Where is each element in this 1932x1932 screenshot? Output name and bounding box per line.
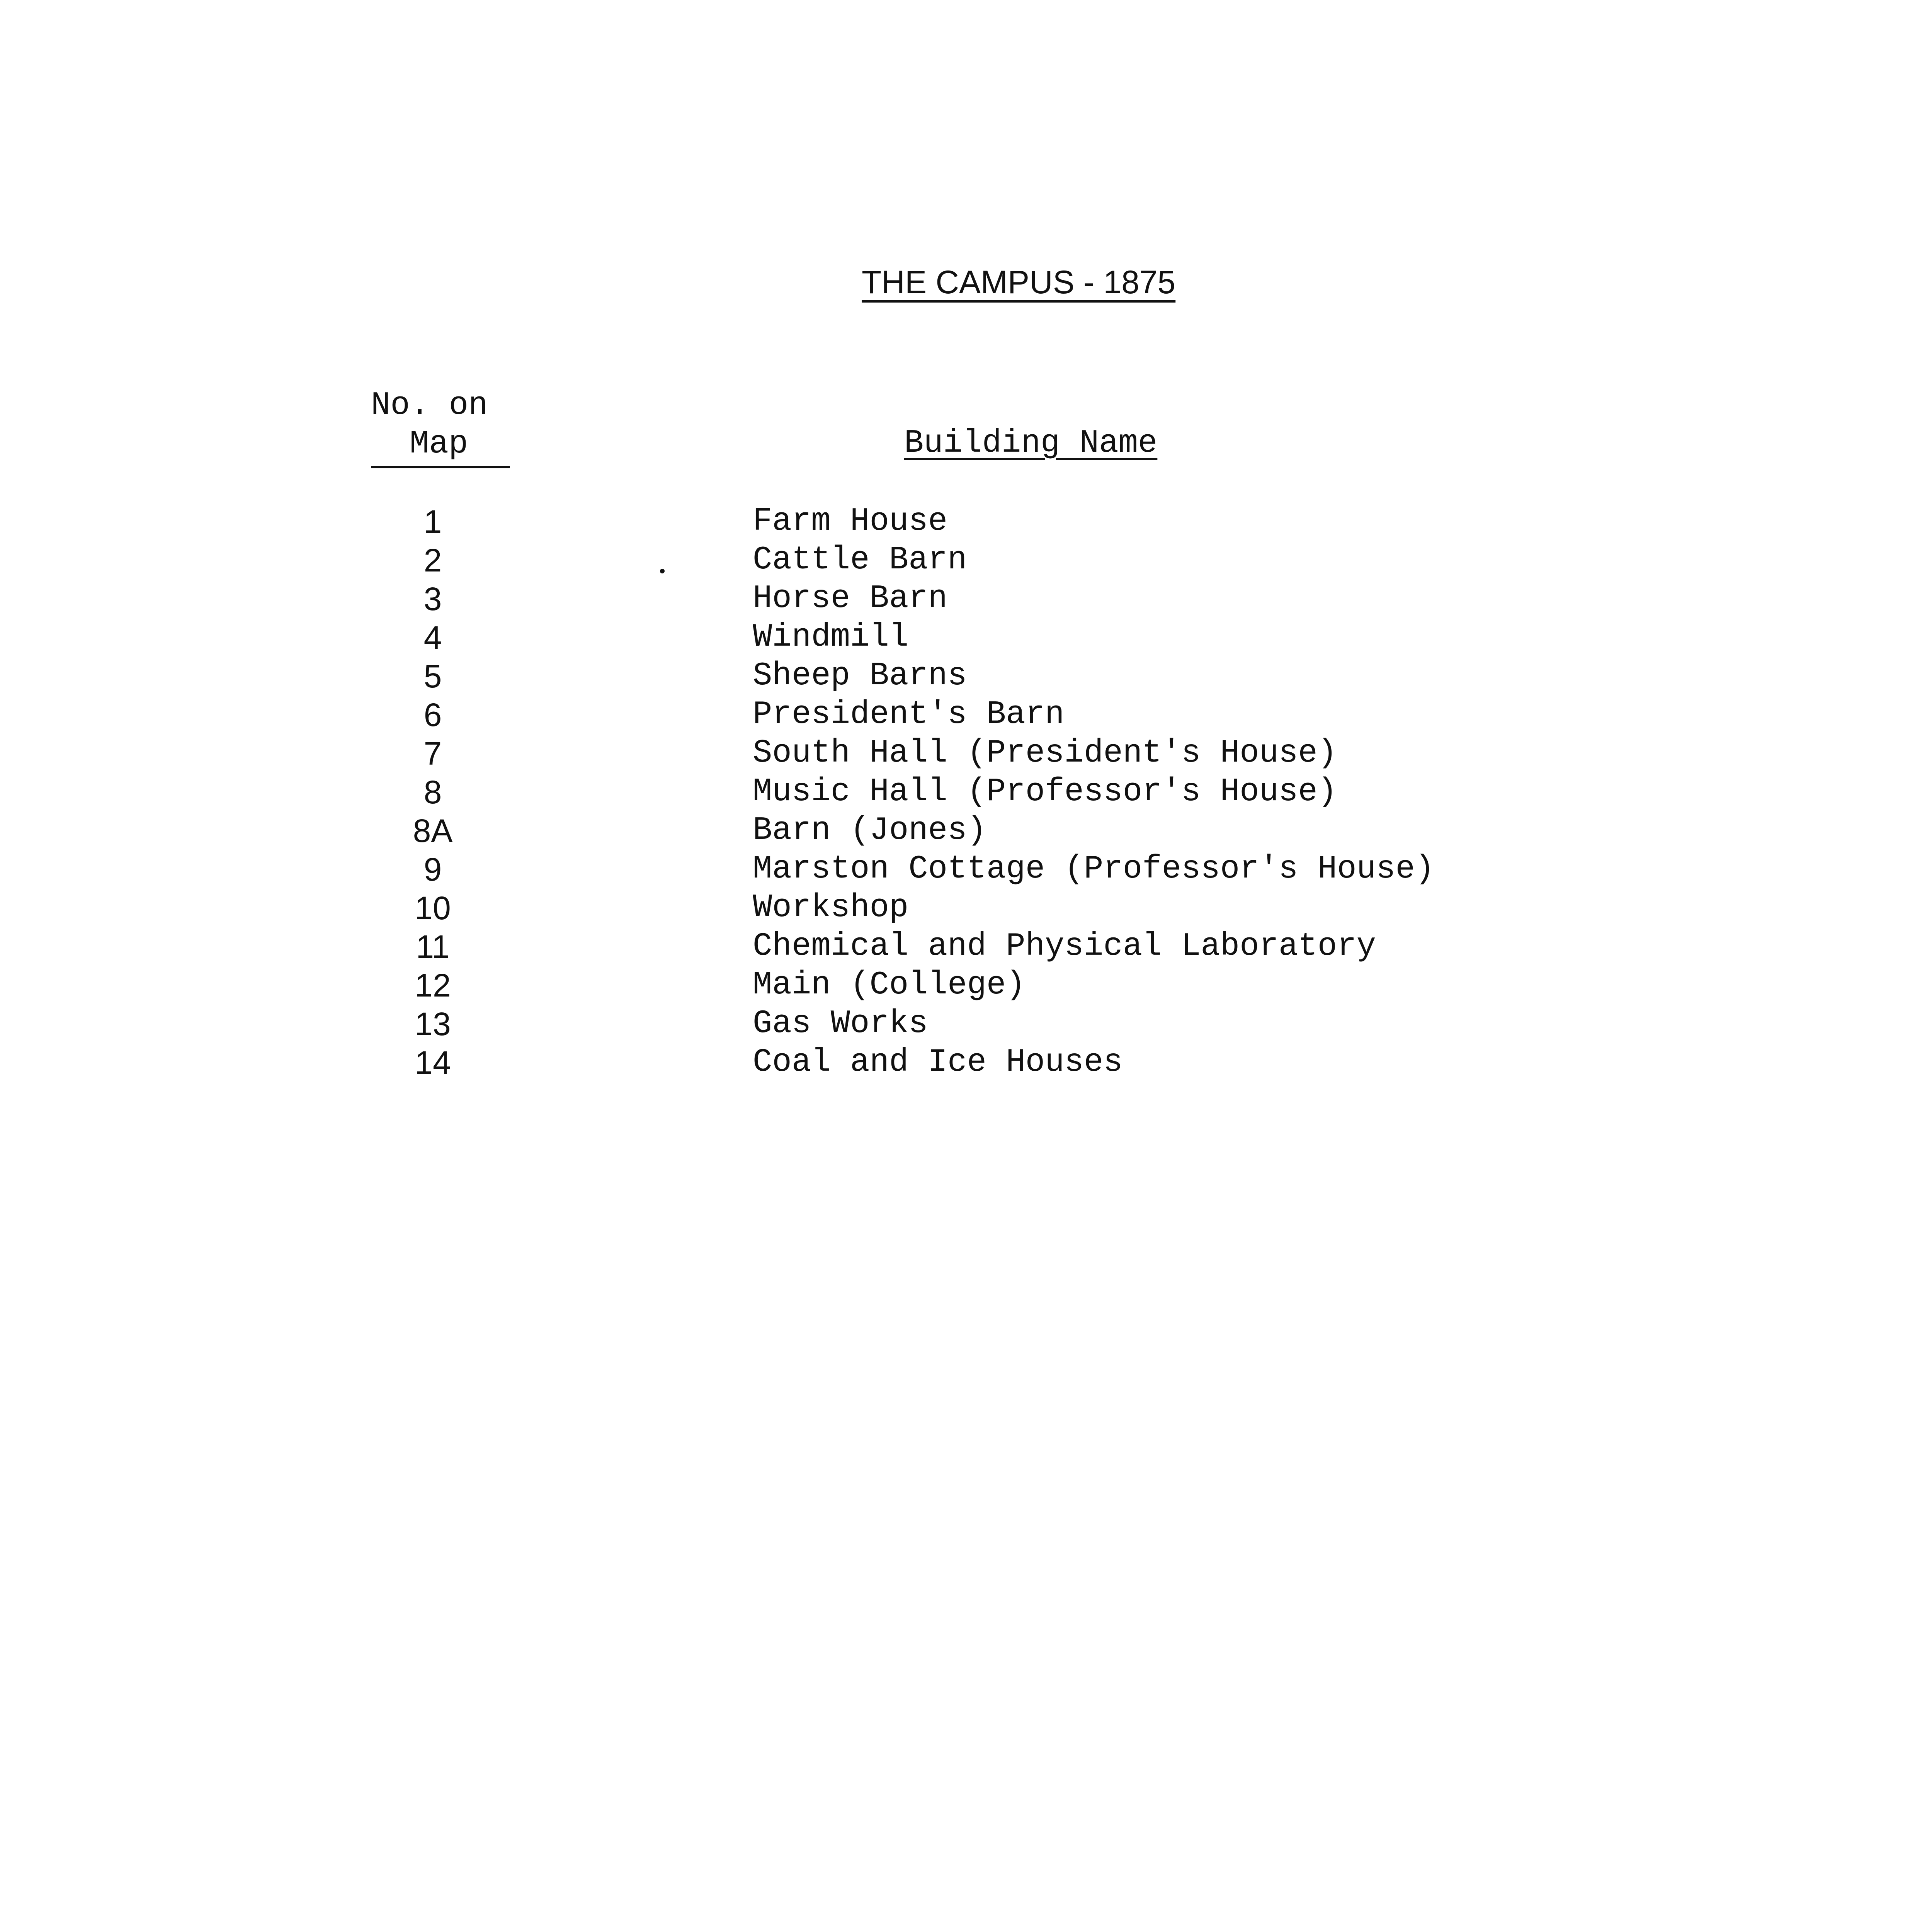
map-number: 1	[423, 503, 442, 540]
map-number: 10	[415, 890, 451, 926]
map-number: 8	[423, 774, 442, 810]
building-name: President's Barn	[753, 696, 1065, 733]
map-number: 2	[423, 542, 442, 578]
building-name: Barn (Jones)	[753, 812, 986, 849]
table-row	[0, 541, 1932, 580]
column-header-building-name: Building Name	[904, 425, 1158, 462]
table-row	[0, 696, 1932, 734]
map-number: 12	[415, 967, 451, 1003]
page-title: THE CAMPUS - 1875	[862, 264, 1176, 300]
building-name: Gas Works	[753, 1005, 928, 1042]
column-header-map-number	[371, 386, 510, 468]
map-number: 13	[415, 1006, 451, 1042]
table-row	[0, 850, 1932, 889]
map-number: 11	[416, 929, 450, 965]
building-name: Workshop	[753, 889, 909, 926]
table-row	[0, 618, 1932, 657]
building-list	[0, 502, 1932, 1082]
building-name: Music Hall (Professor's House)	[753, 774, 1337, 810]
building-name: Main (College)	[753, 967, 1026, 1003]
table-row	[0, 580, 1932, 618]
table-row	[0, 889, 1932, 927]
table-row	[0, 1005, 1932, 1043]
building-name: South Hall (President's House)	[753, 735, 1337, 772]
table-row	[0, 811, 1932, 850]
table-row	[0, 966, 1932, 1005]
table-row	[0, 773, 1932, 811]
building-name: Farm House	[753, 503, 948, 540]
building-name: Horse Barn	[753, 580, 948, 617]
table-row	[0, 1043, 1932, 1082]
column-header-map-number-line2: Map	[371, 425, 510, 468]
map-number: 9	[423, 851, 442, 888]
building-name: Coal and Ice Houses	[753, 1044, 1123, 1081]
map-number: 4	[423, 619, 442, 656]
table-row	[0, 657, 1932, 696]
building-name: Windmill	[753, 619, 909, 656]
column-header-map-number-line1: No. on	[371, 387, 488, 424]
map-number: 8A	[413, 813, 453, 849]
map-number: 6	[423, 697, 442, 733]
map-number: 3	[423, 581, 442, 617]
table-row	[0, 734, 1932, 773]
building-name: Chemical and Physical Laboratory	[753, 928, 1376, 965]
table-row	[0, 502, 1932, 541]
building-name: Cattle Barn	[753, 542, 967, 578]
building-name: Marston Cottage (Professor's House)	[753, 851, 1435, 888]
map-number: 7	[423, 735, 442, 772]
building-name: Sheep Barns	[753, 658, 967, 694]
map-number: 14	[415, 1044, 451, 1081]
map-number: 5	[423, 658, 442, 694]
table-row	[0, 927, 1932, 966]
